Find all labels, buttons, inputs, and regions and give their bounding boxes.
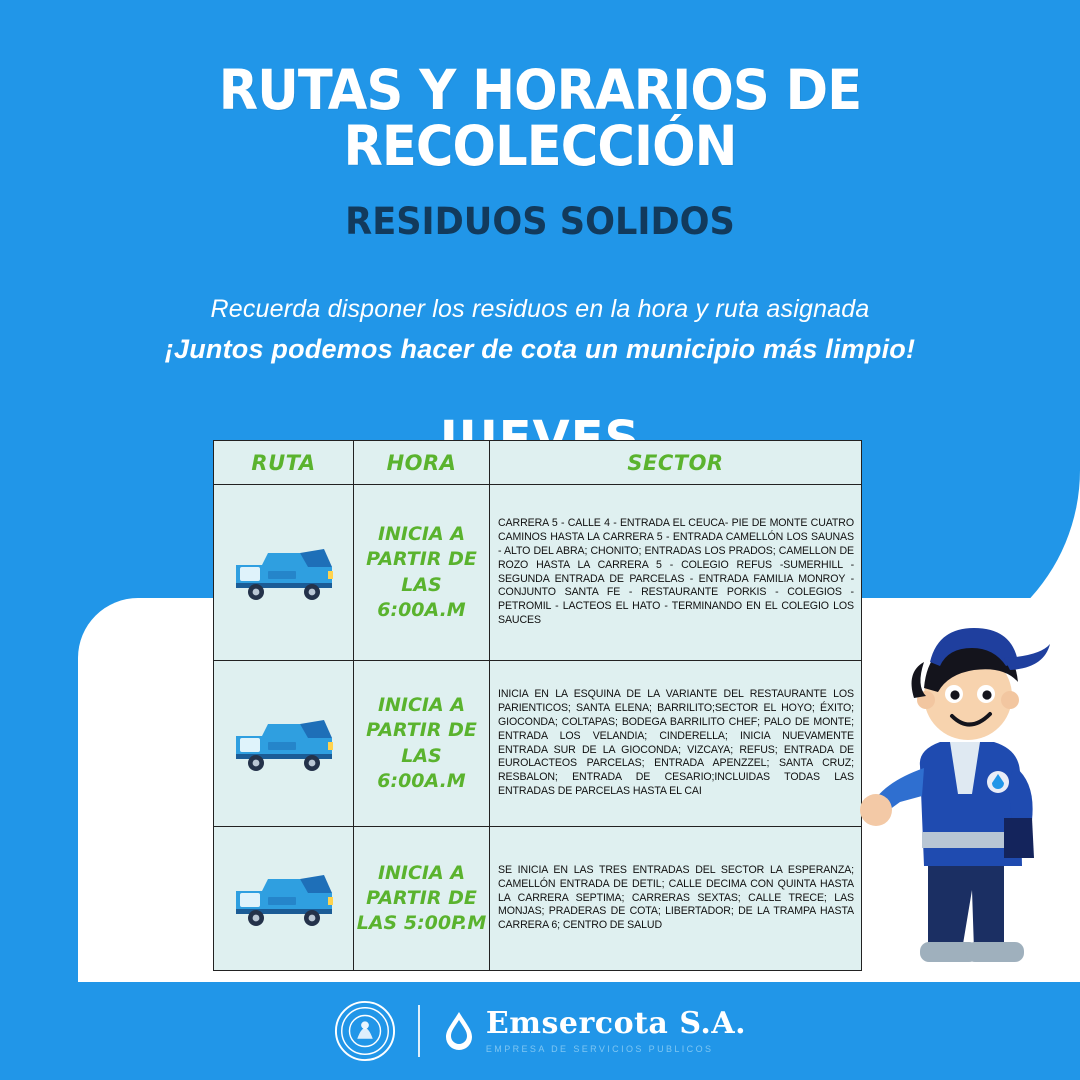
footer — [0, 982, 1080, 1080]
table-row — [214, 827, 862, 971]
schedule-sector: SE INICIA EN LAS TRES ENTRADAS DEL SECTOR LA ESPERANZA; CAMELLÓN ENTRADA DE DETIL; CALLE DECIMA CON QUINTA HASTA LA CARRERA SEPTIMA; CARRERAS SEXTAS; CALLE TRECE; LAS MONJAS; PRADERAS DE COTA; LIBERTADOR; DE LA TRAMPA HASTA CARRERA 6; CENTRO DE SALUD — [490, 827, 862, 971]
garbage-truck-icon — [228, 708, 340, 780]
brand-tagline: EMPRESA DE SERVICIOS PUBLICOS — [485, 1043, 714, 1054]
column-header-ruta: RUTA — [214, 441, 354, 485]
tagline-secondary: ¡Juntos podemos hacer de cota un municipio más limpio! — [164, 334, 916, 365]
page-title: RUTAS Y HORARIOS DE RECOLECCIÓN — [218, 58, 862, 179]
schedule-time: INICIA A PARTIR DE LAS 6:00A.M — [354, 661, 490, 827]
schedule-time: INICIA A PARTIR DE LAS 5:00P.M — [354, 827, 490, 971]
schedule-sector: CARRERA 5 - CALLE 4 - ENTRADA EL CEUCA- PIE DE MONTE CUATRO CAMINOS HASTA LA CARRERA 5 - ENTRADA CAMELLÓN LOS SAUNAS - ALTO DEL ABRA; CHONITO; ENTRADAS LOS PRADOS; CAMELLON DE ROZO HASTA LA CARRERA 5 - COLEGIO REFUS -SUMERHILL -SEGUNDA ENTRADA DE PARCELAS - ENTRADA FAMILIA MONROY -CONJUNTO SANTA FE - RESTAURANTE PORKIS - COLEGIOS - PETROMIL - LACTEOS EL HATO - TERMINANDO EN EL COLEGIO LOS SAUCES — [490, 485, 862, 661]
background-blue-left-strip — [0, 560, 80, 1020]
column-header-hora: HORA — [354, 441, 490, 485]
brand-text-block — [485, 1005, 747, 1054]
table-header-row — [214, 441, 862, 485]
brand-lockup — [442, 1005, 747, 1054]
municipal-seal-icon — [334, 1000, 396, 1062]
schedule-table — [213, 440, 862, 971]
brand-name: Emsercota S.A. — [485, 1005, 747, 1041]
schedule-time: INICIA A PARTIR DE LAS 6:00A.M — [354, 485, 490, 661]
route-icon-cell — [214, 661, 354, 827]
table-row — [214, 485, 862, 661]
schedule-sector: INICIA EN LA ESQUINA DE LA VARIANTE DEL RESTAURANTE LOS PARIENTICOS; SANTA ELENA; BARRILITO;SECTOR EL HOYO; ÉXITO; GIOCONDA; COLTAPAS; BODEGA BARRILITO CHEF; PALO DE MONTE; ENTRADA LOS VELANDIA; CINDERELLA; INICIA NUEVAMENTE ENTRADA SUR DE LA GIOCONDA; VIZCAYA; REFUS; ENTRADA DE EUROLACTEOS PARCELAS; ENTRADA APENZZEL; SANTA CRUZ; RESBALON; ENTRADA DE CESARIO;INCLUIDAS TODAS LAS ENTRADAS DE PARCELAS HASTA EL CAI — [490, 661, 862, 827]
garbage-truck-icon — [228, 537, 340, 609]
page-subtitle: RESIDUOS SOLIDOS — [345, 200, 735, 244]
footer-divider — [418, 1005, 420, 1057]
garbage-truck-icon — [228, 863, 340, 935]
table-row — [214, 661, 862, 827]
route-icon-cell — [214, 485, 354, 661]
schedule-table-container — [213, 440, 861, 971]
header-block — [0, 58, 1080, 467]
route-icon-cell — [214, 827, 354, 971]
column-header-sector: SECTOR — [490, 441, 862, 485]
tagline-primary: Recuerda disponer los residuos en la hora y ruta asignada — [210, 295, 870, 324]
water-drop-icon — [442, 1008, 476, 1054]
worker-mascot-illustration — [854, 570, 1074, 990]
